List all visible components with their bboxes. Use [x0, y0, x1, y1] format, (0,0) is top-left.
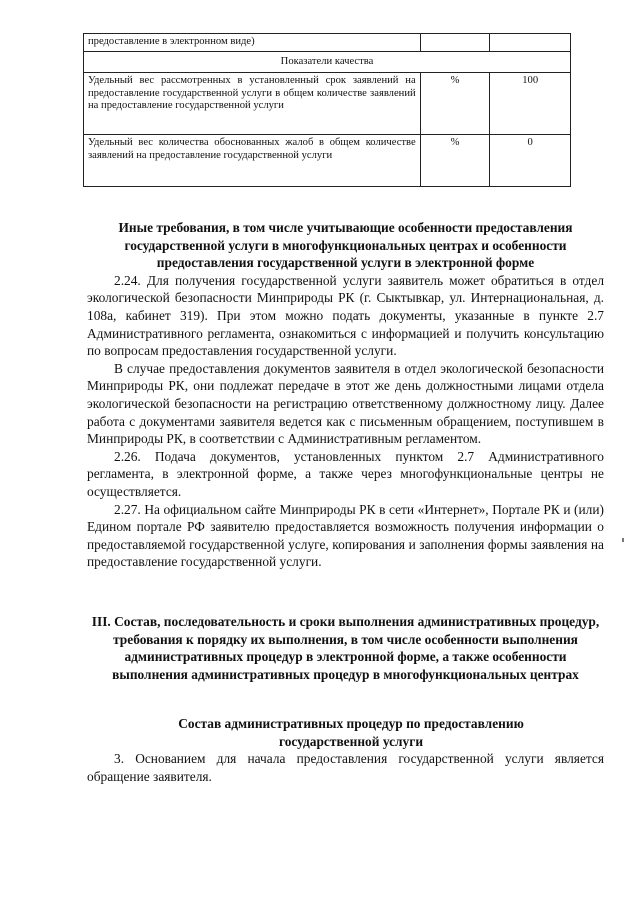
table-row [84, 34, 571, 52]
paragraph-2-26: 2.26. Подача документов, установленных пунктом 2.7 Административного регламента, в электронной форме, а также через многофункциональные центры не осуществляется. [87, 448, 604, 499]
table-row [84, 135, 571, 187]
paragraph-3: 3. Основанием для начала предоставления государственной услуги является обращение заявителя. [87, 751, 604, 784]
table-section-header: Показатели качества [84, 51, 571, 73]
quality-indicators-table [83, 33, 571, 187]
section-3 [87, 613, 604, 683]
table-cell-unit: % [420, 73, 490, 135]
table-cell-indicator: Удельный вес количества обоснованных жалоб в общем количестве заявлений на предоставление государственной услуги [84, 135, 421, 187]
table-cell-value: 0 [490, 135, 571, 187]
paragraph-2-27: 2.27. На официальном сайте Минприроды РК в сети «Интернет», Портале РК и (или) Едином портале РФ заявителю предоставляется возможность получения информации о предоставляемой государственной услуге, копирования и заполнения формы заявления на предоставление государственной услуги. [87, 501, 604, 570]
paragraph-2-24: 2.24. Для получения государственной услуги заявитель может обратиться в отдел экологической безопасности Минприроды РК (г. Сыктывкар, ул. Интернациональная, д. 108а, кабинет 319). При этом можно подать документы, указанные в пункте 2.7 Административного регламента, ознакомиться с информацией и получить консультацию по вопросам предоставления государственной услуги. [87, 272, 604, 359]
section-3-sub [150, 715, 552, 750]
paragraph-documents-case: В случае предоставления документов заявителя в отдел экологической безопасности Минприроды РК, они подлежат передаче в этот же день должностными лицами отдела экологической безопасности на регистрацию ответственному должностному лицу. Далее работа с документами заявителя ведется как с письменным обращением, поступившем в Минприроды РК, в соответствии с Административным регламентом. [87, 360, 604, 447]
section-3-heading: III. Состав, последовательность и сроки выполнения административных процедур, требования к порядку их выполнения, в том числе особенности выполнения административных процедур в электронной форме, а также особенности выполнения административных процедур в многофункциональных центрах [91, 614, 600, 682]
table-cell-indicator: Удельный вес рассмотренных в установленный срок заявлений на предоставление государственной услуги в общем количестве заявлений на предоставление государственной услуги [84, 73, 421, 135]
margin-mark [622, 538, 624, 542]
section-3-body [87, 750, 604, 785]
table-cell-indicator: предоставление в электронном виде) [84, 34, 421, 52]
subsection-heading: Состав административных процедур по предоставлению государственной услуги [178, 716, 524, 749]
table-cell-unit [420, 34, 490, 52]
table-cell-value: 100 [490, 73, 571, 135]
section-other-requirements [87, 219, 604, 571]
table-row [84, 73, 571, 135]
table-cell-unit: % [420, 135, 490, 187]
table-cell-value [490, 34, 571, 52]
section-heading: Иные требования, в том числе учитывающие особенности предоставления государственной услуги в многофункциональных центрах и особенности предоставления государственной услуги в электронной форме [118, 220, 573, 271]
table-section-row [84, 51, 571, 73]
